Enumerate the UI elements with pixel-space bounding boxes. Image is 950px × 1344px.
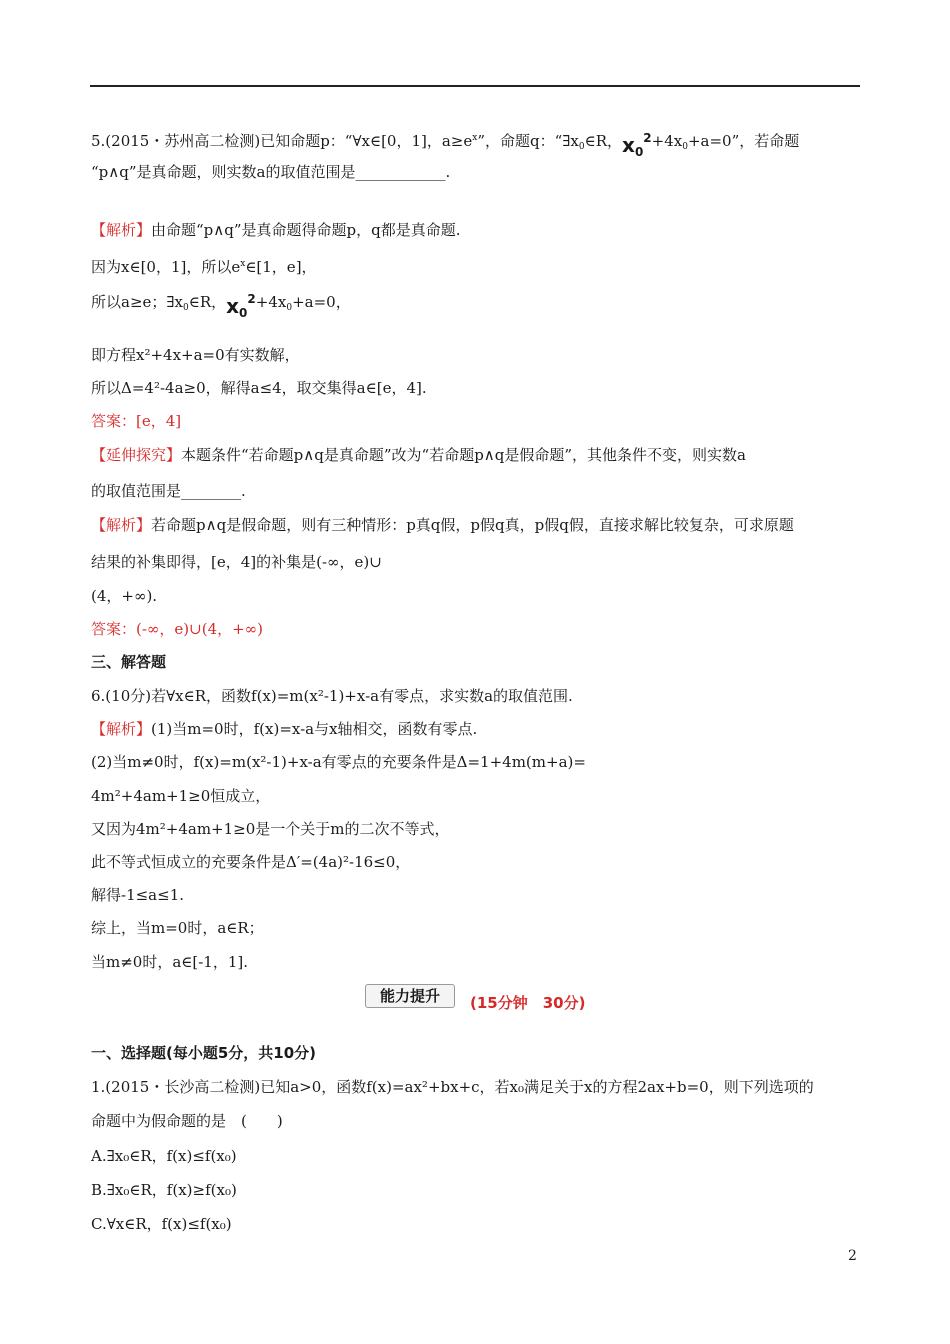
extension-analysis-3: (4，+∞). xyxy=(91,587,158,605)
q6-analysis-8: 当m≠0时，a∈[-1，1]. xyxy=(91,953,249,971)
extension-line2: 的取值范围是________. xyxy=(91,482,246,500)
q6-analysis-6: 解得-1≤a≤1. xyxy=(91,886,185,904)
q1-stem-line1: 1.(2015・长沙高二检测)已知a>0，函数f(x)=ax²+bx+c，若x₀满足关于x的方程2ax+b=0，则下列选项的 xyxy=(91,1078,814,1096)
extension-analysis-1: 【解析】若命题p∧q是假命题，则有三种情形：p真q假，p假q真，p假q假，直接求解比较复杂，可求原题 xyxy=(91,516,794,534)
header-rule xyxy=(90,85,860,87)
q6-stem: 6.(10分)若∀x∈R，函数f(x)=m(x²-1)+x-a有零点，求实数a的取值范围. xyxy=(91,687,573,705)
q5-analysis-5: 所以Δ=4²-4a≥0，解得a≤4，取交集得a∈[e，4]. xyxy=(91,379,427,397)
q6-analysis-3: 4m²+4am+1≥0恒成立， xyxy=(91,787,271,805)
q5-analysis-1: 【解析】由命题“p∧q”是真命题得命题p，q都是真命题. xyxy=(91,221,461,239)
section-heading-1: 一、选择题(每小题5分，共10分) xyxy=(91,1044,317,1062)
extension-line1: 【延伸探究】本题条件“若命题p∧q是真命题”改为“若命题p∧q是假命题”，其他条件不变，则实数a xyxy=(91,446,747,464)
extension-answer: 答案：(-∞，e)∪(4，+∞) xyxy=(91,620,264,638)
q6-analysis-2: (2)当m≠0时，f(x)=m(x²-1)+x-a有零点的充要条件是Δ=1+4m(m+a)= xyxy=(91,753,586,771)
q1-option-a: A.∃x₀∈R，f(x)≤f(x₀) xyxy=(91,1147,237,1165)
q1-stem-line2: 命题中为假命题的是 ( ) xyxy=(91,1112,283,1130)
q5-answer: 答案：[e，4] xyxy=(91,412,182,430)
q1-option-c: C.∀x∈R，f(x)≤f(x₀) xyxy=(91,1215,232,1233)
section-heading-3: 三、解答题 xyxy=(91,653,167,671)
section-banner: 能力提升 xyxy=(365,984,455,1008)
extension-analysis-2: 结果的补集即得，[e，4]的补集是(-∞，e)∪ xyxy=(91,553,382,571)
q6-analysis-4: 又因为4m²+4am+1≥0是一个关于m的二次不等式， xyxy=(91,820,450,838)
page-number: 2 xyxy=(848,1248,857,1264)
q5-analysis-3: 所以a≥e；$\exists x_0\in R$，$x_0^2+4x_0+a=0$， xyxy=(91,292,351,320)
q6-analysis-1: 【解析】(1)当m=0时，f(x)=x-a与x轴相交，函数有零点. xyxy=(91,720,478,738)
q5-analysis-2: 因为x∈[0，1]，所以$e^x\in[1$，e]， xyxy=(91,258,317,276)
q1-option-b: B.∃x₀∈R，f(x)≥f(x₀) xyxy=(91,1181,237,1199)
q6-analysis-7: 综上，当m=0时，a∈R； xyxy=(91,919,264,937)
q6-analysis-5: 此不等式恒成立的充要条件是Δ′=(4a)²-16≤0， xyxy=(91,853,411,871)
section-banner-time: (15分钟 30分) xyxy=(470,994,586,1012)
q5-stem-line1: 5.(2015・苏州高二检测)已知命题p：“∀x∈[0，1]，$a\ge e^x$”，命题q：“$\exists x_0\in R$，$x_0^2+4x_0+a=0$”，若命题 xyxy=(91,131,800,159)
q5-analysis-4: 即方程x²+4x+a=0有实数解， xyxy=(91,346,300,364)
q5-stem-line2: “p∧q”是真命题，则实数a的取值范围是____________. xyxy=(91,163,451,181)
